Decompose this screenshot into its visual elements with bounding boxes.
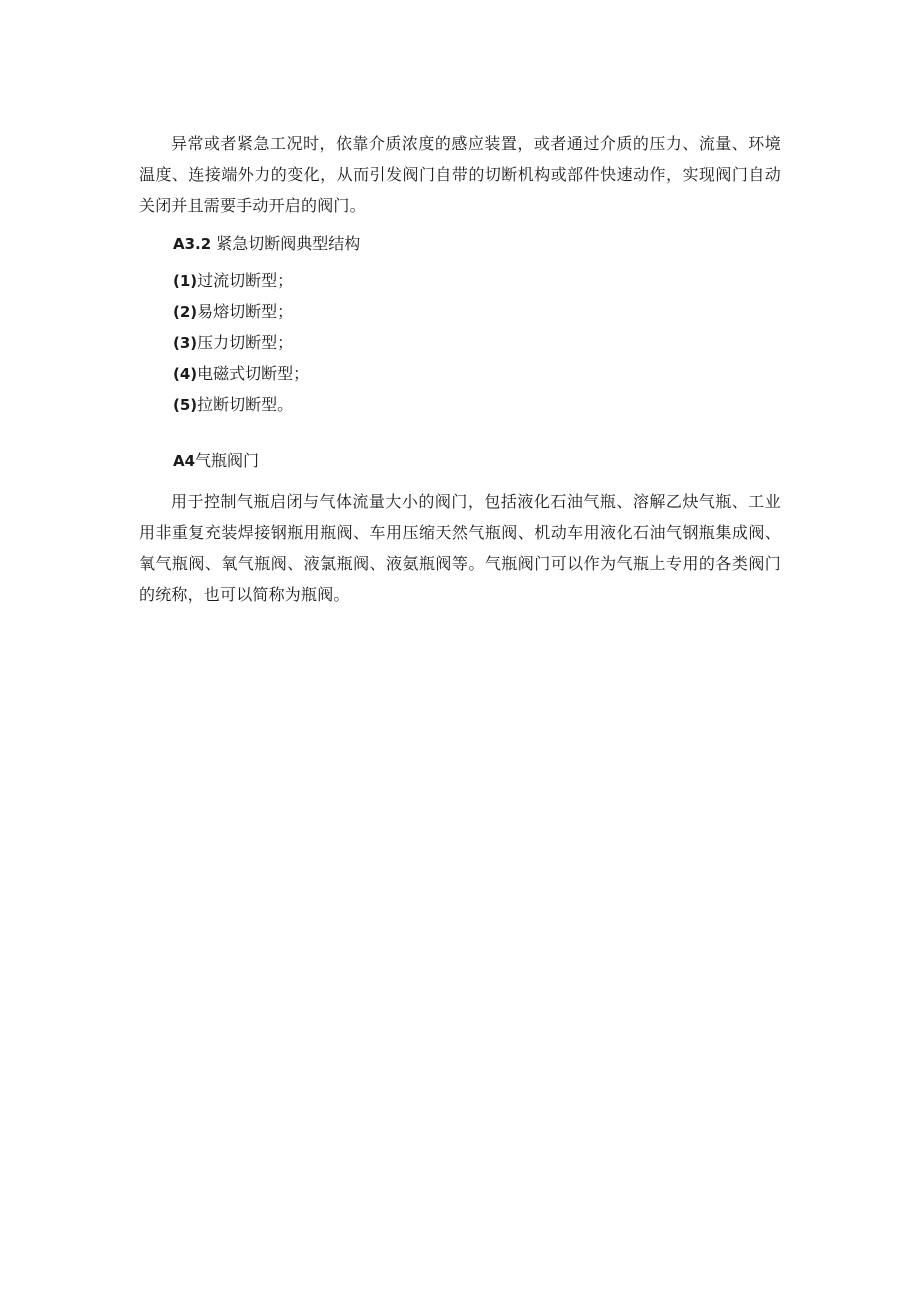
list-marker: (1) bbox=[173, 272, 198, 290]
list-marker: (3) bbox=[173, 334, 198, 352]
list-item-text: 压力切断型； bbox=[197, 333, 294, 352]
list-item-text: 易熔切断型； bbox=[197, 302, 294, 321]
list-item-text: 拉断切断型。 bbox=[197, 395, 294, 414]
list-item bbox=[173, 394, 293, 416]
list-marker: (2) bbox=[173, 303, 198, 321]
section-title: 气瓶阀门 bbox=[195, 451, 260, 470]
list-item bbox=[173, 332, 293, 354]
section-heading-a4 bbox=[173, 450, 259, 472]
section-number: A3.2 bbox=[173, 235, 212, 253]
list-item-text: 过流切断型； bbox=[197, 271, 294, 290]
paragraph-emergency-shutoff-definition: 异常或者紧急工况时，依靠介质浓度的感应装置，或者通过介质的压力、流量、环境温度、连接端外力的变化，从而引发阀门自带的切断机构或部件快速动作，实现阀门自动关闭并且需要手动开启的阀门。 bbox=[139, 134, 781, 215]
list-item bbox=[173, 301, 293, 323]
section-title: 紧急切断阀典型结构 bbox=[216, 234, 361, 253]
list-item bbox=[173, 270, 293, 292]
paragraph-cylinder-valve-definition: 用于控制气瓶启闭与气体流量大小的阀门，包括液化石油气瓶、溶解乙炔气瓶、工业用非重复充装焊接钢瓶用瓶阀、车用压缩天然气瓶阀、机动车用液化石油气钢瓶集成阀、氧气瓶阀、氧气瓶阀、液氯瓶阀、液氨瓶阀等。气瓶阀门可以作为气瓶上专用的各类阀门的统称，也可以简称为瓶阀。 bbox=[139, 492, 781, 604]
list-item-text: 电磁式切断型； bbox=[197, 364, 310, 383]
list-marker: (4) bbox=[173, 365, 198, 383]
list-marker: (5) bbox=[173, 396, 198, 414]
list-item bbox=[173, 363, 309, 385]
section-number: A4 bbox=[173, 452, 196, 470]
section-heading-a3-2 bbox=[173, 233, 360, 255]
